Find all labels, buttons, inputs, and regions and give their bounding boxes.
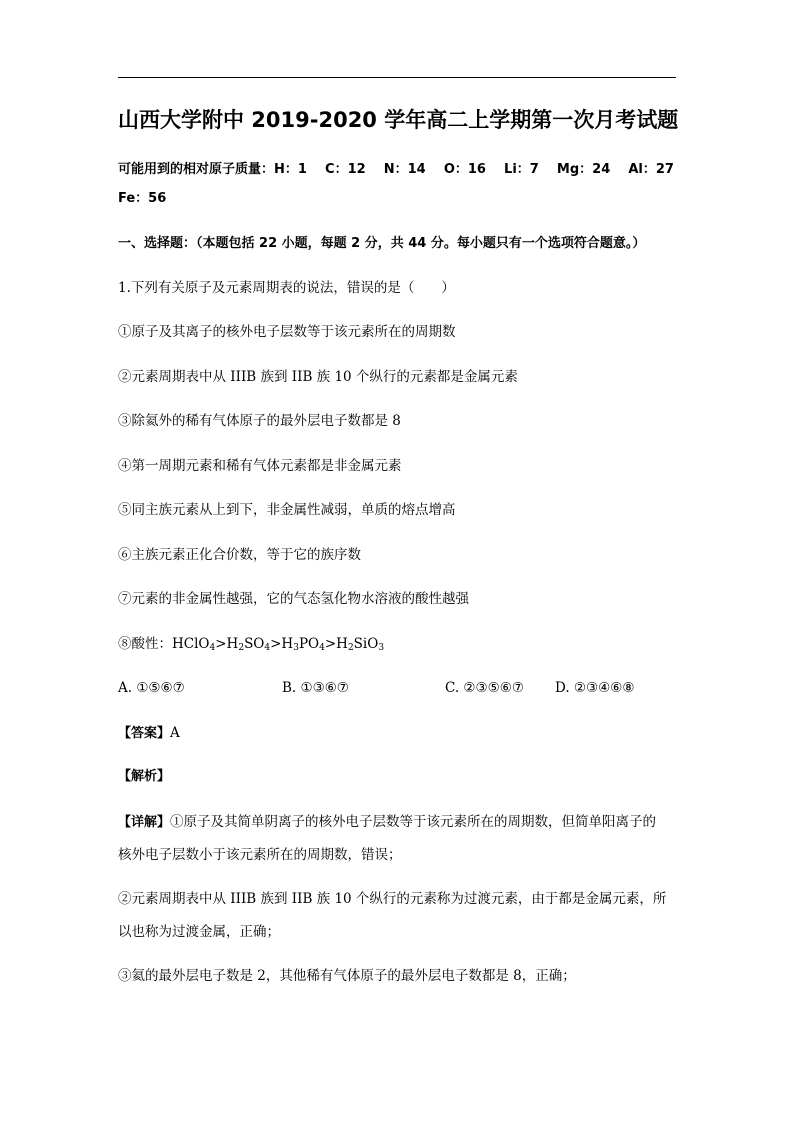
answer-line bbox=[118, 724, 180, 743]
atomic-mass-mg: Mg：24 bbox=[556, 162, 611, 177]
formula-h3po4: $>H_3PO_4$ bbox=[270, 636, 325, 653]
statement-4: ④第一周期元素和稀有气体元素都是非金属元素 bbox=[118, 458, 402, 474]
atomic-mass-n: N：14 bbox=[383, 162, 426, 177]
page-title: 山西大学附中 2019-2020 学年高二上学期第一次月考试题 bbox=[118, 108, 679, 132]
analysis-label: 【解析】 bbox=[118, 769, 171, 784]
statement-8 bbox=[118, 635, 384, 653]
option-d: D. ②③④⑥⑧ bbox=[555, 680, 635, 696]
option-b: B. ①③⑥⑦ bbox=[282, 680, 349, 696]
atomic-mass-label: 可能用到的相对原子质量： bbox=[118, 162, 275, 177]
detail-label: 【详解】 bbox=[118, 815, 171, 830]
statement-8-prefix: ⑧酸性： bbox=[118, 636, 172, 652]
statement-3: ③除氦外的稀有气体原子的最外层电子数都是 8 bbox=[118, 413, 401, 429]
atomic-mass-c: C：12 bbox=[325, 162, 366, 177]
detail-p1-line2: 核外电子层数小于该元素所在的周期数，错误； bbox=[118, 847, 402, 863]
detail-p2-line1: ②元素周期表中从 IIIB 族到 IIB 族 10 个纵行的元素称为过渡元素，由于都是金属元素，所 bbox=[118, 891, 667, 907]
detail-p3-line1: ③氦的最外层电子数是 2，其他稀有气体原子的最外层电子数都是 8，正确； bbox=[118, 968, 576, 984]
header-rule bbox=[118, 77, 676, 78]
detail-p2-line2: 以也称为过渡金属，正确； bbox=[118, 924, 280, 940]
atomic-mass-al: Al：27 bbox=[628, 162, 674, 177]
option-a: A. ①⑤⑥⑦ bbox=[118, 680, 185, 696]
formula-h2so4: $>H_2SO_4$ bbox=[215, 636, 271, 653]
atomic-mass-fe: Fe：56 bbox=[118, 191, 167, 206]
question-stem: 1.下列有关原子及元素周期表的说法，错误的是（ ） bbox=[118, 280, 455, 296]
section-heading: 一、选择题：（本题包括 22 小题，每题 2 分，共 44 分。每小题只有一个选项符合题意。） bbox=[118, 236, 646, 251]
atomic-mass-li: Li：7 bbox=[504, 162, 539, 177]
detail-p1-line1: 【详解】①原子及其简单阴离子的核外电子层数等于该元素所在的周期数，但简单阳离子的 bbox=[118, 814, 657, 830]
option-c: C. ②③⑤⑥⑦ bbox=[445, 680, 524, 696]
atomic-mass-line bbox=[118, 158, 674, 176]
atomic-mass-h: H：1 bbox=[274, 162, 307, 177]
answer-label: 【答案】 bbox=[118, 726, 171, 741]
statement-7: ⑦元素的非金属性越强，它的气态氢化物水溶液的酸性越强 bbox=[118, 591, 469, 607]
statement-2: ②元素周期表中从 IIIB 族到 IIB 族 10 个纵行的元素都是金属元素 bbox=[118, 369, 518, 385]
formula-hclo4: HClO$_4$ bbox=[172, 636, 216, 653]
statement-5: ⑤同主族元素从上到下，非金属性减弱，单质的熔点增高 bbox=[118, 502, 456, 518]
atomic-mass-o: O：16 bbox=[443, 162, 486, 177]
statement-6: ⑥主族元素正化合价数，等于它的族序数 bbox=[118, 547, 361, 563]
statement-1: ①原子及其离子的核外电子层数等于该元素所在的周期数 bbox=[118, 324, 456, 340]
answer-value: A bbox=[170, 725, 180, 741]
formula-h2sio3: $>H_2SiO_3$ bbox=[324, 636, 385, 653]
